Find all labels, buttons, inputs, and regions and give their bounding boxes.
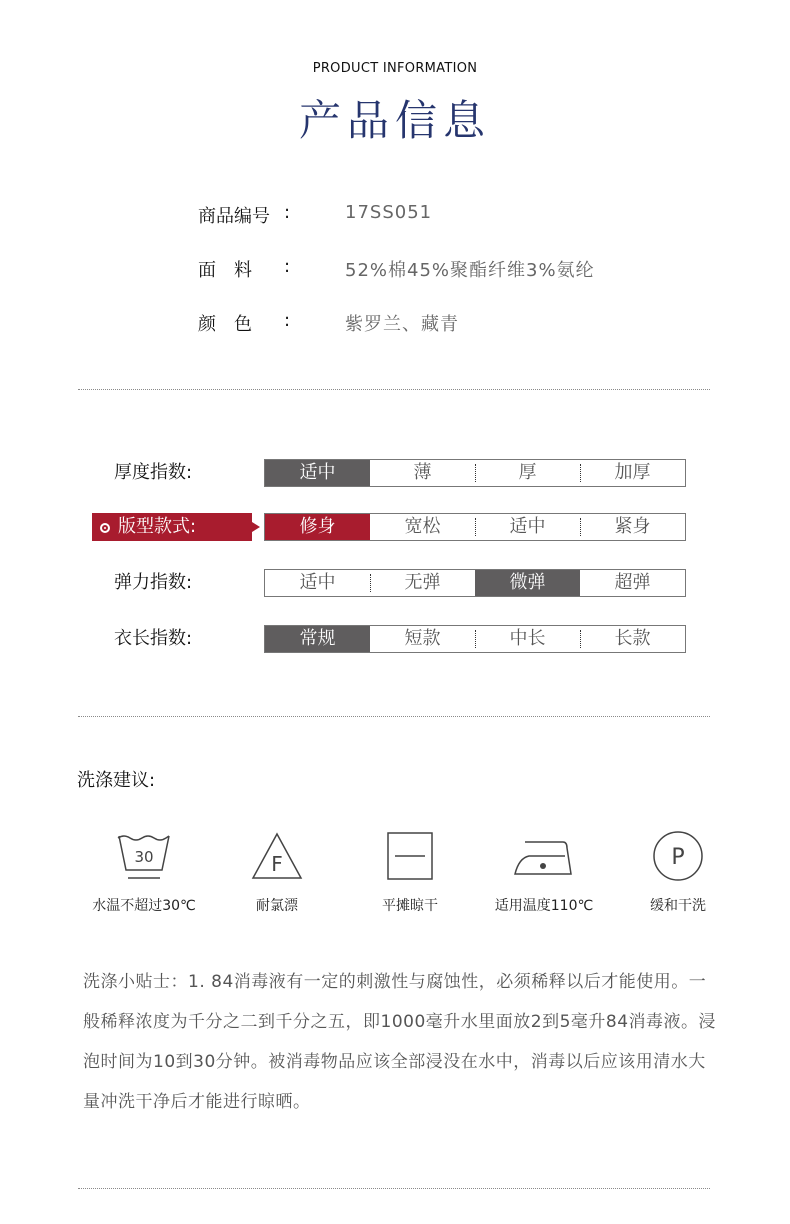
- scale-option: 加厚: [580, 460, 685, 486]
- care-label: 缓和干洗: [650, 898, 706, 914]
- washing-tips: 洗涤小贴士：1. 84消毒液有一定的刺激性与腐蚀性，必须稀释以后才能使用。一般稀释浓度为千分之二到千分之五，即1000毫升水里面放2到5毫升84消毒液。浸泡时间为10到30分钟。被消毒物品应该全部浸没在水中，消毒以后应该用清水大量冲洗干净后才能进行晾晒。: [83, 972, 717, 1112]
- wash-30-icon: [114, 828, 174, 884]
- info-colon: :: [284, 256, 291, 277]
- scale-option: 厚: [475, 460, 580, 486]
- care-label: 平摊晾干: [382, 898, 438, 914]
- scale-label: 弹力指数:: [114, 572, 193, 593]
- info-row-fabric: [198, 256, 718, 284]
- scale-label: 厚度指数:: [114, 462, 193, 483]
- scale-options: [264, 459, 686, 487]
- info-colon: :: [284, 310, 291, 331]
- care-label: 适用温度110℃: [494, 898, 594, 914]
- scale-options: [264, 625, 686, 653]
- care-item-dry-flat: [340, 828, 480, 914]
- scale-length: [0, 625, 790, 653]
- header-en-title: PRODUCT INFORMATION: [312, 61, 478, 76]
- info-value-fabric: 52%棉45%聚酯纤维3%氨纶: [345, 260, 595, 281]
- scale-option: 短款: [404, 628, 441, 649]
- scale-option: 薄: [413, 462, 432, 483]
- scale-option: 适中: [299, 572, 336, 593]
- care-label: 耐氯漂: [256, 898, 298, 914]
- scale-thickness: [0, 459, 790, 487]
- scale-options: [264, 513, 686, 541]
- dry-flat-icon: [380, 828, 440, 884]
- scale-option-selected: 微弹: [475, 570, 580, 596]
- care-item-iron: [474, 828, 614, 914]
- scale-option: 无弹: [370, 570, 475, 596]
- scale-fit: [0, 513, 790, 541]
- info-row-color: [198, 310, 718, 338]
- care-item-dry-clean: [608, 828, 748, 914]
- info-value-sku: 17SS051: [345, 202, 433, 223]
- dotted-divider: [78, 389, 710, 390]
- info-value-color: 紫罗兰、藏青: [345, 314, 459, 335]
- scale-option: 适中: [475, 514, 580, 540]
- care-label: 水温不超过30℃: [92, 898, 196, 914]
- scale-options: [264, 569, 686, 597]
- scale-option: 宽松: [404, 516, 441, 537]
- chlorine-bleach-icon: [247, 828, 307, 884]
- scale-option: 超弹: [614, 572, 651, 593]
- scale-label: 衣长指数:: [114, 628, 193, 649]
- care-item-wash: [74, 828, 214, 914]
- info-row-sku: [198, 202, 718, 230]
- scale-option-selected: 修身: [265, 514, 370, 540]
- scale-option-selected: 常规: [265, 626, 370, 652]
- header-cn-title: 产品信息: [298, 96, 491, 145]
- info-label-color: 颜 色: [198, 314, 252, 335]
- scale-option-selected: 适中: [265, 460, 370, 486]
- care-item-bleach: [207, 828, 347, 914]
- info-label-fabric: 面 料: [198, 260, 252, 281]
- info-label-sku: 商品编号: [198, 206, 270, 227]
- washing-title: 洗涤建议:: [77, 770, 156, 791]
- scale-option: 紧身: [580, 514, 685, 540]
- wash-temp-text: 30: [134, 848, 154, 866]
- dotted-divider: [78, 716, 710, 717]
- scale-option: 中长: [475, 626, 580, 652]
- scale-option: 长款: [580, 626, 685, 652]
- bleach-letter: F: [271, 852, 283, 876]
- scale-label-text: 版型款式:: [118, 516, 197, 537]
- dotted-divider: [78, 1188, 710, 1189]
- scale-label-active: [92, 513, 252, 541]
- radio-dot-icon: [100, 523, 110, 533]
- info-colon: :: [284, 202, 291, 223]
- dry-clean-p-icon: [648, 828, 708, 884]
- iron-icon: [509, 828, 579, 884]
- dry-clean-letter: P: [671, 845, 685, 870]
- scale-elasticity: [0, 569, 790, 597]
